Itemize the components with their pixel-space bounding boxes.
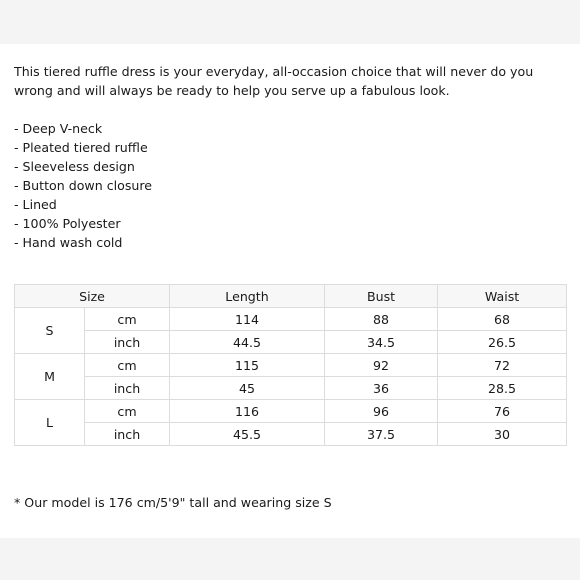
waist-cell: 76 [438,400,567,423]
size-label-m: M [15,354,85,400]
feature-item: - Deep V-neck [14,121,103,136]
feature-item: - Button down closure [14,178,153,193]
unit-cell: cm [85,308,170,331]
header-bust: Bust [325,285,438,308]
feature-list [14,119,152,252]
header-length: Length [170,285,325,308]
bust-cell: 37.5 [325,423,438,446]
bust-cell: 34.5 [325,331,438,354]
length-cell: 45 [170,377,325,400]
waist-cell: 28.5 [438,377,567,400]
feature-item: - 100% Polyester [14,216,121,231]
table-row [15,308,567,331]
table-row [15,377,567,400]
length-cell: 44.5 [170,331,325,354]
description-line-1: This tiered ruffle dress is your everyday, all-occasion choice that will never do you [14,64,534,79]
product-description [14,62,559,100]
feature-item: - Pleated tiered ruffle [14,140,148,155]
feature-item: - Sleeveless design [14,159,135,174]
table-row [15,400,567,423]
length-cell: 115 [170,354,325,377]
table-row [15,331,567,354]
length-cell: 114 [170,308,325,331]
model-note: * Our model is 176 cm/5'9" tall and wearing size S [14,495,332,510]
unit-cell: cm [85,354,170,377]
waist-cell: 30 [438,423,567,446]
length-cell: 45.5 [170,423,325,446]
header-size: Size [15,285,170,308]
length-cell: 116 [170,400,325,423]
description-line-2: wrong and will always be ready to help you serve up a fabulous look. [14,83,450,98]
feature-item: - Hand wash cold [14,235,123,250]
bust-cell: 88 [325,308,438,331]
bust-cell: 92 [325,354,438,377]
waist-cell: 72 [438,354,567,377]
header-waist: Waist [438,285,567,308]
unit-cell: inch [85,377,170,400]
size-label-l: L [15,400,85,446]
size-chart-table [14,284,567,446]
waist-cell: 68 [438,308,567,331]
feature-item: - Lined [14,197,57,212]
table-row [15,423,567,446]
product-description-card [0,44,580,538]
bust-cell: 36 [325,377,438,400]
bust-cell: 96 [325,400,438,423]
size-label-s: S [15,308,85,354]
unit-cell: cm [85,400,170,423]
table-row [15,354,567,377]
waist-cell: 26.5 [438,331,567,354]
table-header-row [15,285,567,308]
unit-cell: inch [85,423,170,446]
unit-cell: inch [85,331,170,354]
